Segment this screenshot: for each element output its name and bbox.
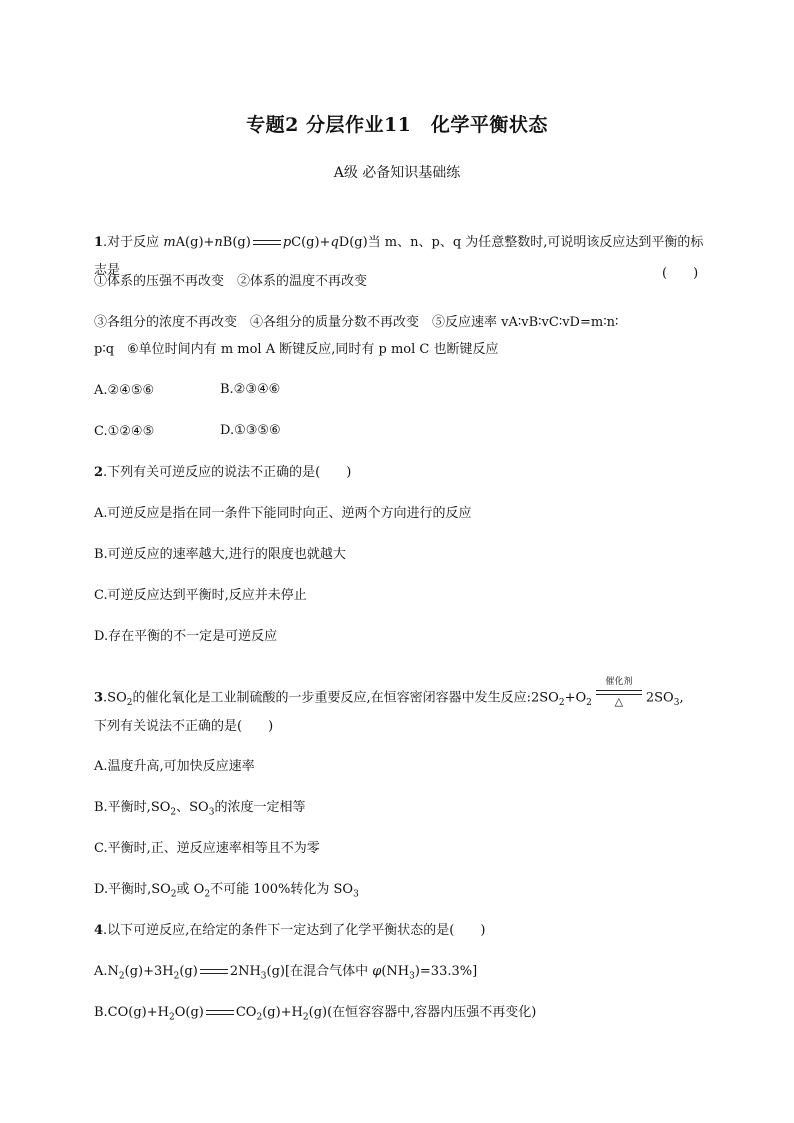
q1-equation: mA(g)+nB(g) pC(g)+qD(g) (163, 235, 368, 250)
q2-stem: 2.下列有关可逆反应的说法不正确的是( ) (94, 465, 352, 480)
q1-number: 1 (94, 235, 104, 250)
q2-option-c[interactable]: C.可逆反应达到平衡时,反应并未停止 (94, 588, 307, 603)
q1-option-c[interactable]: C.①②④⑤ (94, 424, 155, 439)
q2-option-b[interactable]: B.可逆反应的速率越大,进行的限度也就越大 (94, 547, 346, 562)
q3-option-c[interactable]: C.平衡时,正、逆反应速率相等且不为零 (94, 841, 320, 856)
q4-option-b[interactable]: $B.CO(g)+H_2O(g)$ $CO_2(g)+H_2(g)$(在恒容容器中,容器内压强不再变化) (94, 1005, 537, 1023)
q2-option-d[interactable]: D.存在平衡的不一定是可逆反应 (94, 629, 278, 644)
catalyst-arrow-icon: 催化剂 △ (594, 689, 644, 707)
q3-stem-line2: 下列有关说法不正确的是( ) (94, 719, 274, 734)
q1-stem: 1.对于反应 mA(g)+nB(g) pC(g)+qD(g)当 m、n、p、q 为任意整数时,可说明该反应达到平衡的标 (94, 235, 704, 250)
q1-items-line1: ①体系的压强不再改变 ②体系的温度不再改变 (94, 274, 368, 289)
q3-option-a[interactable]: A.温度升高,可加快反应速率 (94, 759, 255, 774)
q4-option-a[interactable]: $A.N_2(g)+3H_2(g)$ $2NH_3(g)$[在混合气体中 $\varphi(NH_3)=33.3\%$] (94, 964, 478, 982)
page-title: 专题2 分层作业11 化学平衡状态 (246, 114, 548, 136)
equilibrium-arrow-icon (204, 1008, 236, 1018)
q3-number: 3 (94, 690, 104, 706)
q1-answer-blank: ( ) (662, 266, 699, 281)
q2-number: 2 (94, 465, 104, 480)
q2-option-a[interactable]: A.可逆反应是指在同一条件下能同时向正、逆两个方向进行的反应 (94, 506, 472, 521)
q1-stem-line2: 志是 (94, 263, 121, 278)
q1-items-line2: ③各组分的浓度不再改变 ④各组分的质量分数不再改变 ⑤反应速率 vA∶vB∶vC∶vD=m∶n∶ (94, 315, 619, 330)
section-subtitle: A级 必备知识基础练 (333, 165, 461, 181)
q1-option-b[interactable]: B.②③④⑥ (220, 382, 281, 397)
q4-stem: 4.以下可逆反应,在给定的条件下一定达到了化学平衡状态的是( ) (94, 923, 486, 938)
q3-option-b[interactable]: B.平衡时$,SO_2$、$SO_3$的浓度一定相等 (94, 800, 306, 818)
equilibrium-arrow-icon (198, 967, 230, 977)
q4-number: 4 (94, 923, 104, 938)
q3-stem: $3.SO_2$的催化氧化是工业制硫酸的一步重要反应,在恒容密闭容器中发生反应$:2SO_2+O_2$ 催化剂 △ $2SO_3$, (94, 677, 684, 709)
q1-option-a[interactable]: A.②④⑤⑥ (94, 383, 155, 398)
equilibrium-arrow-icon (251, 238, 283, 248)
q1-items-line3: p∶q ⑥单位时间内有 m mol A 断键反应,同时有 p mol C 也断键反应 (94, 342, 499, 357)
q1-option-d[interactable]: D.①③⑤⑥ (220, 423, 281, 438)
q3-option-d[interactable]: D.平衡时$,SO_2$或 $O_2$不可能 100%转化为 $SO_3$ (94, 882, 359, 900)
